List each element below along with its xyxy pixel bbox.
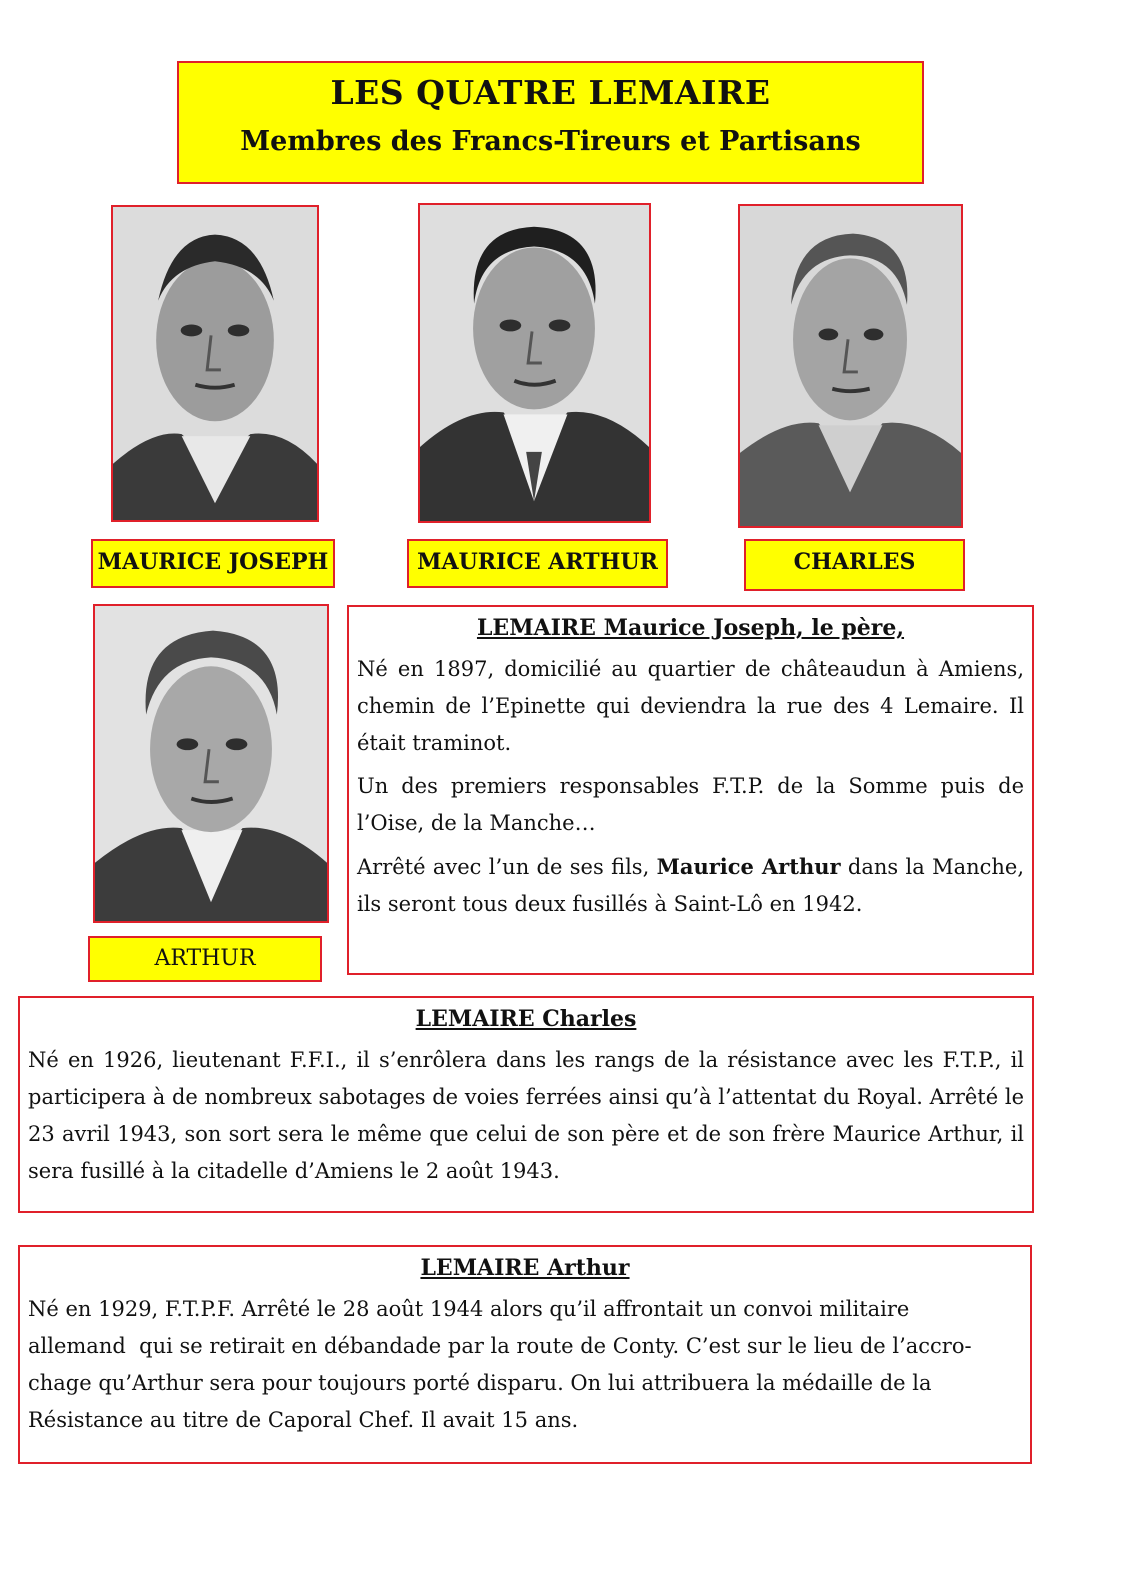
bio-arthur-heading: LEMAIRE Arthur: [420, 1255, 630, 1281]
bio-arthur-line-3: chage qu’Arthur sera pour toujours porté disparu. On lui attribuera la médaille de la: [28, 1371, 932, 1395]
bio-father: [347, 605, 1034, 975]
portrait-maurice-joseph: [111, 205, 319, 522]
portrait-arthur: [93, 604, 329, 923]
bio-father-p3-end: dans la Manche, ils seront tous deux fusillés à Saint-Lô en 1942.: [357, 855, 1025, 916]
page-title: LES QUATRE LEMAIRE: [330, 73, 771, 112]
bio-father-p3-start: Arrêté avec l’un de ses fils,: [357, 855, 657, 879]
label-maurice-joseph: MAURICE JOSEPH: [91, 539, 335, 588]
title-banner: [177, 61, 924, 184]
bio-arthur: [18, 1245, 1032, 1464]
bio-charles: [18, 996, 1034, 1213]
portrait-maurice-arthur: [418, 203, 651, 523]
label-charles: CHARLES: [744, 539, 965, 591]
bio-father-paragraph-3: [357, 848, 1024, 923]
portrait-charles: [738, 204, 963, 528]
bio-arthur-line-1: Né en 1929, F.T.P.F. Arrêté le 28 août 1944 alors qu’il affrontait un convoi militaire: [28, 1297, 910, 1321]
bio-father-paragraph-2: Un des premiers responsables F.T.P. de la Somme puis de l’Oise, de la Manche…: [357, 774, 1024, 835]
label-maurice-arthur: MAURICE ARTHUR: [407, 539, 668, 588]
bio-father-heading: LEMAIRE Maurice Joseph, le père,: [476, 615, 905, 641]
bio-arthur-line-4: Résistance au titre de Caporal Chef. Il avait 15 ans.: [28, 1408, 579, 1432]
bio-charles-text: Né en 1926, lieutenant F.F.I., il s’enrôlera dans les rangs de la résistance avec les F.T.P., il participera à de nombreux sabotages de voies ferrées ainsi qu’à l’attentat du Royal. Arrêté le 23 avril 1943, son sort sera le même que celui de son père et de son frère Maurice Arthur, il sera fusillé à la citadelle d’Amiens le 2 août 1943.: [28, 1048, 1024, 1183]
page-subtitle: Membres des Francs-Tireurs et Partisans: [240, 126, 861, 157]
bio-father-paragraph-1: Né en 1897, domicilié au quartier de châteaudun à Amiens, chemin de l’Epinette qui deviendra la rue des 4 Lemaire. Il était traminot.: [357, 657, 1024, 755]
bio-arthur-line-2: allemand qui se retirait en débandade par la route de Conty. C’est sur le lieu de l’accro-: [28, 1334, 972, 1358]
bio-charles-heading: LEMAIRE Charles: [415, 1006, 637, 1032]
bio-father-p3-bold: Maurice Arthur: [656, 854, 841, 879]
label-arthur: ARTHUR: [88, 936, 322, 982]
